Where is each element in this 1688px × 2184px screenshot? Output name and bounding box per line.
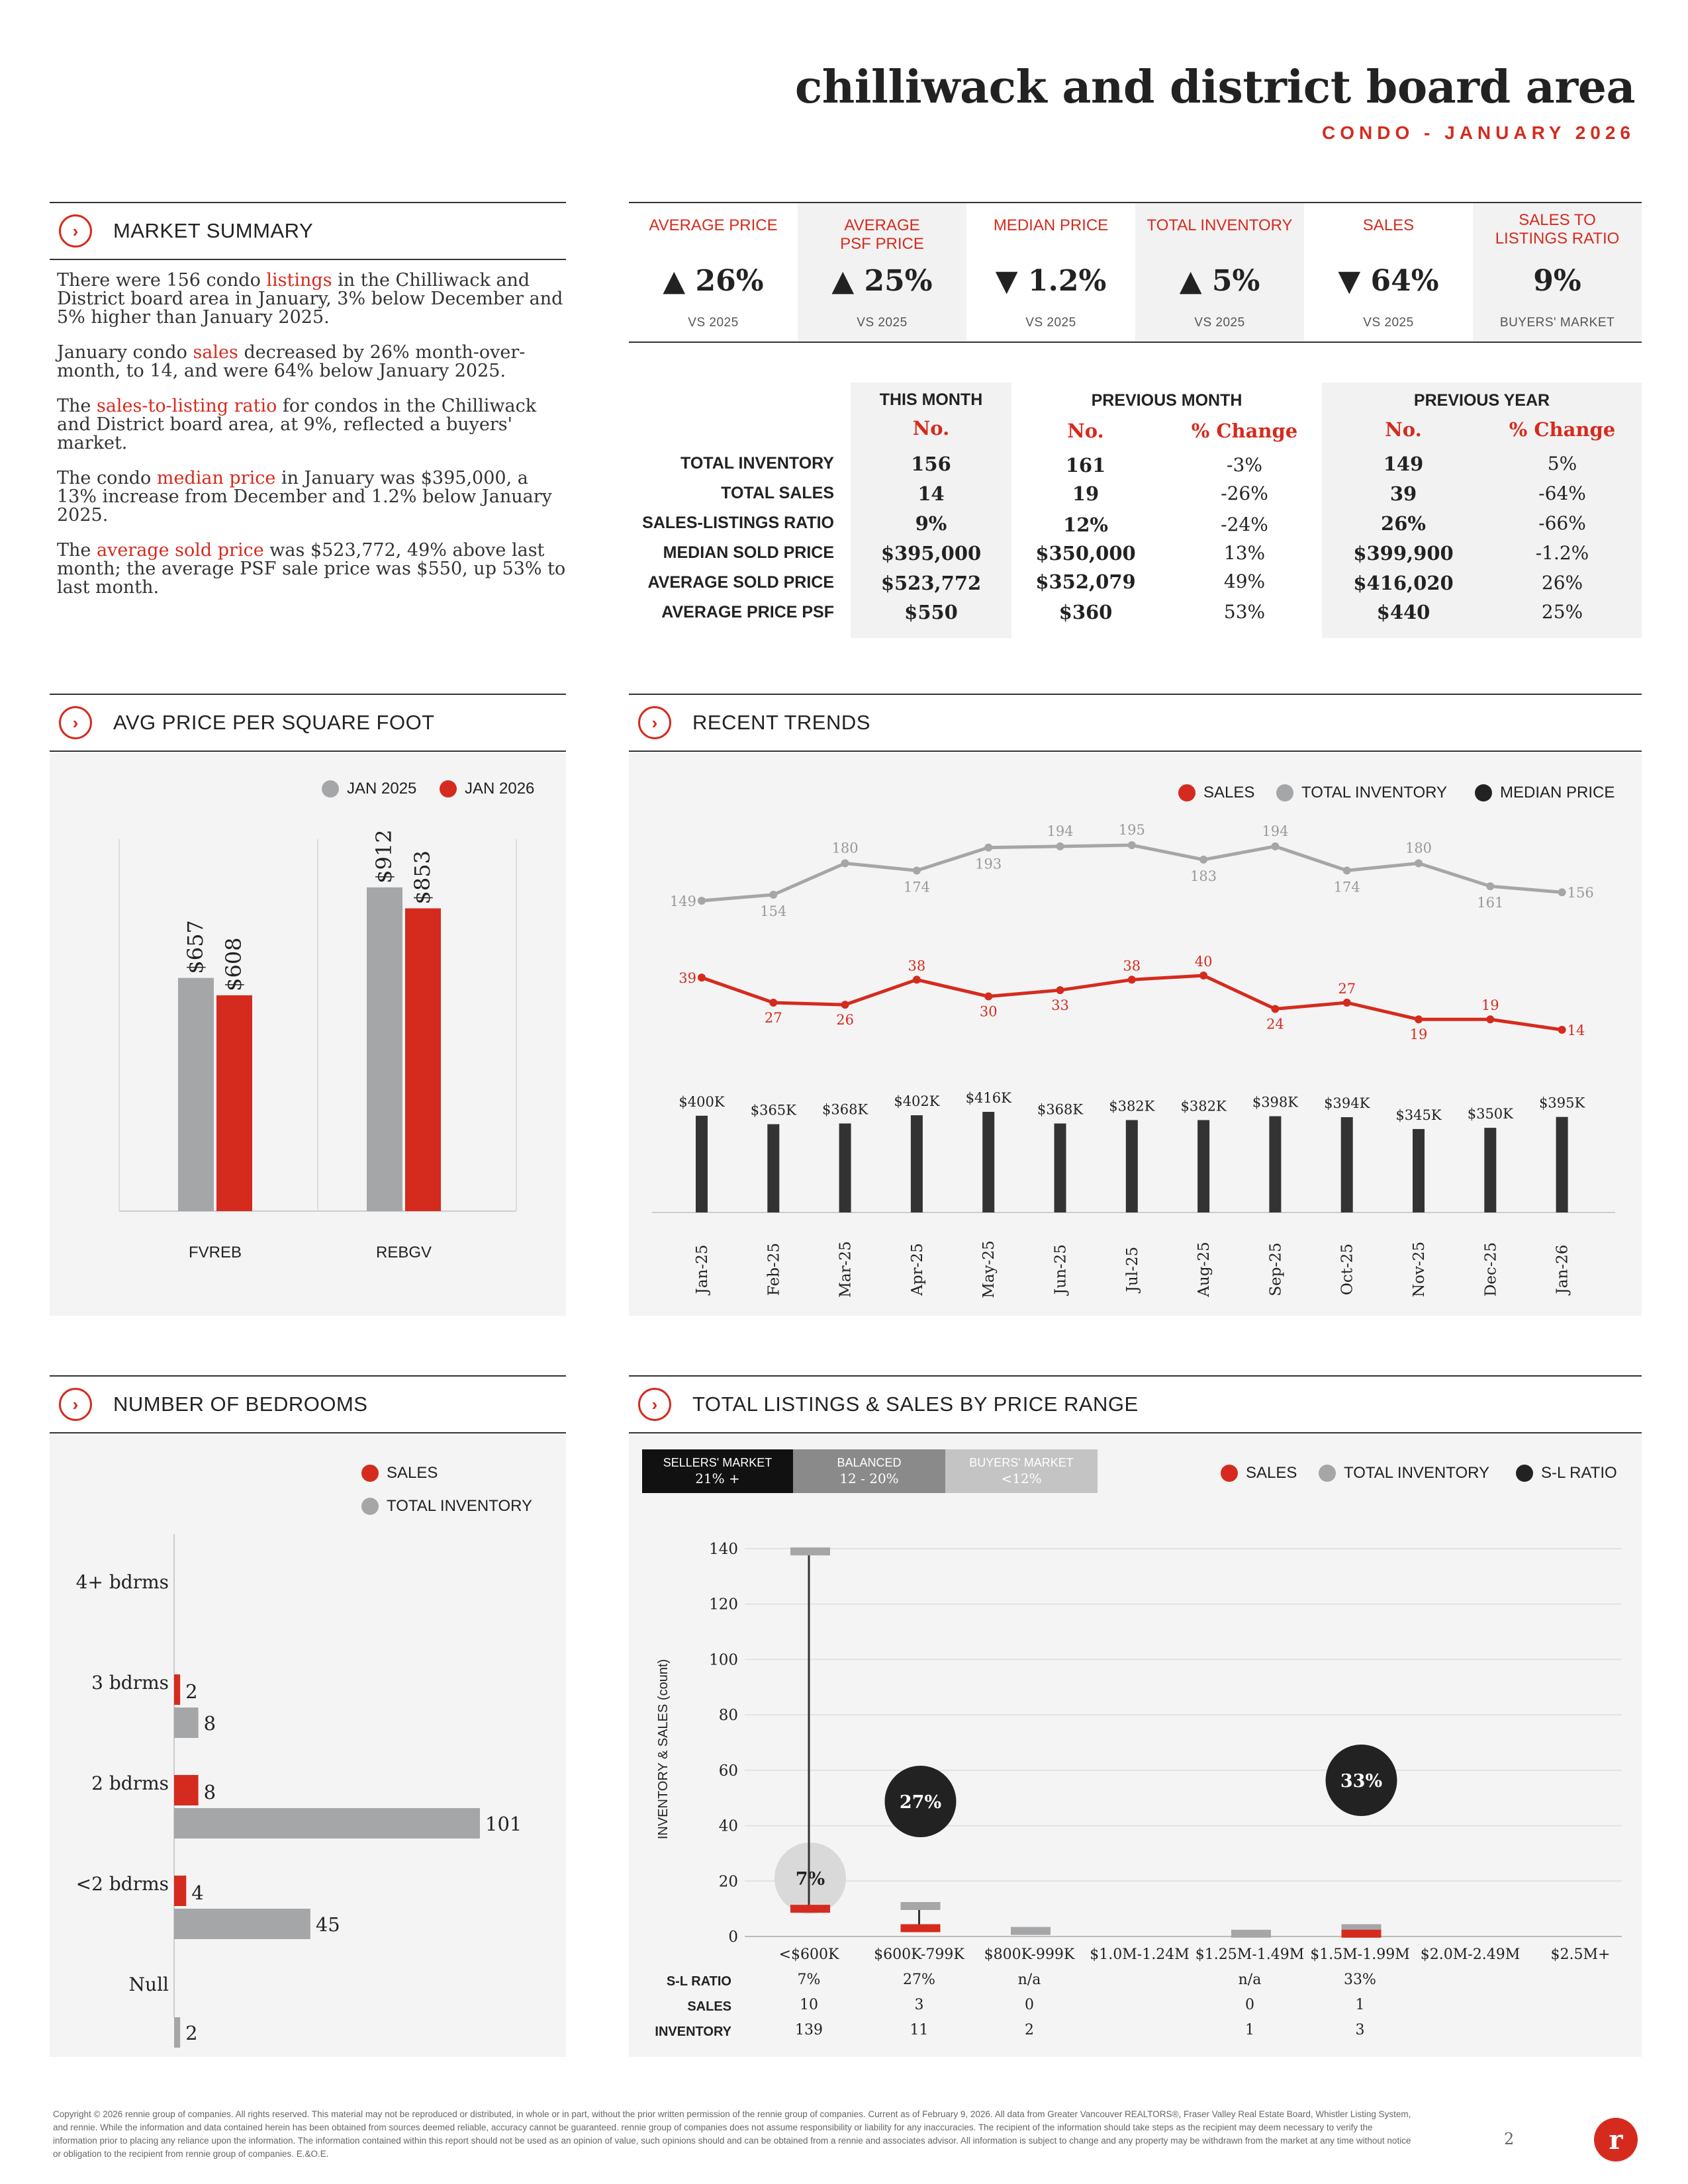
table-cell: $416,020 <box>1353 572 1454 594</box>
median-price-bar <box>1055 1124 1066 1212</box>
sl-ratio-value: n/a <box>1017 1972 1041 1988</box>
inventory-point <box>1558 888 1566 896</box>
sl-ratio-value: 7% <box>797 1972 821 1988</box>
inventory-label: 101 <box>485 1813 522 1835</box>
bedrooms-legend-inventory: TOTAL INVENTORY <box>361 1497 532 1516</box>
table-cell: 149 <box>1383 453 1424 475</box>
table-cell: $523,772 <box>880 572 982 594</box>
market-summary-header <box>50 202 566 260</box>
price-range-section-header <box>629 1375 1642 1433</box>
y-axis-label: INVENTORY & SALES (count) <box>656 1659 671 1840</box>
row-label: INVENTORY <box>655 2025 731 2039</box>
sales-bar <box>174 1775 199 1805</box>
y-tick-label: <2 bdrms <box>75 1873 169 1895</box>
chevron-right-icon: › <box>638 706 671 739</box>
sales-point <box>1271 1005 1279 1013</box>
table-cell: -64% <box>1538 482 1586 504</box>
inventory-label: 156 <box>1567 885 1594 901</box>
inventory-point <box>698 897 706 905</box>
sales-link[interactable]: sales <box>193 342 238 363</box>
sales-marker <box>790 1905 830 1913</box>
row-label: TOTAL INVENTORY <box>680 454 834 473</box>
sales-label: 8 <box>203 1781 216 1803</box>
table-cell: 39 <box>1389 482 1417 505</box>
chevron-right-icon: › <box>59 214 92 248</box>
x-tick-label: Jan-25 <box>694 1244 711 1295</box>
inventory-marker <box>1231 1930 1271 1938</box>
psf-section-title: AVG PRICE PER SQUARE FOOT <box>113 711 435 734</box>
inventory-label: 2 <box>185 2022 198 2044</box>
table-cell: 161 <box>1065 454 1106 477</box>
bedrooms-section-header <box>50 1375 566 1433</box>
row-label: S-L RATIO <box>666 1974 731 1989</box>
bar <box>405 908 441 1211</box>
kpi-sales-to-listings-ratio: SALES TO LISTINGS RATIO 9% BUYERS' MARKET <box>1473 203 1642 341</box>
sub-change: % Change <box>1509 418 1616 441</box>
footer-disclaimer: Copyright © 2026 rennie group of companies. All rights reserved. This material may not be reproduced or distributed, in whole or in part, without the prior written permission of the rennie group of companies. Current as of February 9, 2026. All data from Greater Vancouver REALTORS®, Fraser Valley Real Estate Board, Whistler Listing System, and rennie. While the information and data contained herein has been obtained from sources deemed reliable, accuracy cannot be guaranteed. rennie group of companies does not assume responsibility or liability for any inaccuracies. The recipient of the information should take steps as the recipient may deem necessary to verify the information prior to placing any reliance upon the information. The information contained within this report should not be used as an opinion of value, such opinions should and can be obtained from a rennie and associates advisor. All information is subject to change and any property may be withdrawn from the market at any time without notice or obligation to the recipient from rennie group of companies. E.&O.E. <box>53 2109 1411 2159</box>
kpi-total-inventory: TOTAL INVENTORY ▲ 5% VS 2025 <box>1135 203 1304 341</box>
market-summary-text <box>57 271 567 614</box>
inventory-label: 193 <box>975 856 1002 872</box>
x-tick-label: Aug-25 <box>1196 1242 1213 1297</box>
x-tick-label: Mar-25 <box>837 1241 855 1298</box>
trends-section-header <box>629 694 1642 752</box>
y-tick-label: 120 <box>709 1596 738 1614</box>
inventory-point <box>1128 841 1136 849</box>
sellers-market-segment: SELLERS' MARKET 21% + <box>642 1449 793 1493</box>
inventory-label: 154 <box>760 903 787 919</box>
sl-ratio-value: 27% <box>903 1972 935 1988</box>
sales-marker <box>901 1924 941 1932</box>
median-price-link[interactable]: median price <box>156 468 276 488</box>
trends-section-title: RECENT TRENDS <box>692 711 870 734</box>
chevron-right-icon: › <box>59 1388 92 1421</box>
inventory-label: 174 <box>1333 879 1360 895</box>
inventory-label: 45 <box>315 1913 340 1936</box>
sl-ratio-bubble-label: 33% <box>1340 1771 1383 1792</box>
sales-label: 27 <box>764 1010 782 1026</box>
median-price-bar <box>767 1124 779 1212</box>
sales-point <box>698 974 706 981</box>
listings-link[interactable]: listings <box>266 270 332 291</box>
sales-label: 39 <box>679 970 696 987</box>
table-cell: $550 <box>904 601 958 623</box>
table-cell: $360 <box>1058 601 1113 623</box>
buyers-market-segment: BUYERS' MARKET <12% <box>945 1449 1098 1493</box>
median-price-label: $400K <box>679 1093 725 1110</box>
price-legend-sl-ratio: S-L RATIO <box>1516 1464 1617 1482</box>
sales-point <box>913 976 921 983</box>
median-price-bar <box>911 1115 923 1212</box>
chevron-right-icon: › <box>59 706 92 739</box>
sl-ratio-value: 33% <box>1344 1972 1376 1988</box>
sales-label: 26 <box>836 1012 854 1028</box>
sales-point <box>1415 1015 1423 1023</box>
price-legend-inventory: TOTAL INVENTORY <box>1319 1464 1489 1482</box>
balanced-market-segment: BALANCED 12 - 20% <box>793 1449 945 1493</box>
sub-no: No. <box>1067 420 1104 442</box>
kpi-strip <box>629 202 1642 343</box>
inventory-point <box>984 844 992 852</box>
inventory-point <box>1199 856 1207 864</box>
psf-section-header <box>50 694 566 752</box>
data-label: $853 <box>410 850 435 905</box>
sales-label: 19 <box>1481 997 1499 1014</box>
inventory-point <box>1343 866 1351 874</box>
sales-bar <box>174 1674 180 1705</box>
summary-paragraph: The condo median price in January was $395,000, a 13% increase from December and 1.2% below January 2025. <box>57 468 552 525</box>
median-price-bar <box>696 1116 708 1212</box>
price-range-section-title: TOTAL LISTINGS & SALES BY PRICE RANGE <box>692 1392 1139 1416</box>
inventory-point <box>1415 859 1423 867</box>
y-tick-label: 140 <box>709 1541 738 1558</box>
row-label: MEDIAN SOLD PRICE <box>663 543 834 562</box>
y-tick-label: 2 bdrms <box>91 1772 169 1794</box>
bedrooms-chart <box>50 1435 566 2057</box>
sales-bar <box>174 1876 186 1906</box>
sales-label: 24 <box>1266 1016 1284 1032</box>
x-tick-label: Feb-25 <box>765 1242 783 1297</box>
inventory-value: 1 <box>1245 2022 1254 2038</box>
bar <box>367 887 402 1211</box>
kpi-sales: SALES ▼ 64% VS 2025 <box>1338 216 1439 330</box>
median-price-bar <box>982 1112 994 1212</box>
x-tick-label: Apr-25 <box>908 1243 926 1296</box>
inventory-bar <box>174 1909 310 1939</box>
inventory-marker <box>1011 1927 1051 1935</box>
inventory-point <box>841 859 849 867</box>
bedrooms-legend-sales: SALES <box>361 1464 438 1482</box>
median-price-label: $395K <box>1539 1095 1585 1111</box>
inventory-value: 11 <box>910 2022 929 2038</box>
x-tick-label: Dec-25 <box>1482 1242 1500 1297</box>
data-label: $912 <box>371 829 397 884</box>
sales-point <box>769 999 777 1007</box>
sales-value: 10 <box>800 1997 818 2013</box>
sales-point <box>1343 999 1351 1007</box>
table-cell: -1.2% <box>1535 542 1589 564</box>
inventory-point <box>913 866 921 874</box>
median-price-bar <box>1269 1116 1281 1212</box>
inventory-bar <box>174 1808 480 1839</box>
sales-point <box>1199 972 1207 979</box>
header-previous-month: PREVIOUS MONTH <box>1091 391 1243 410</box>
inventory-value: 139 <box>795 2022 823 2038</box>
table-cell: 53% <box>1223 601 1266 623</box>
x-tick-label: $800K-999K <box>984 1946 1075 1963</box>
sales-label: 38 <box>908 958 926 974</box>
chevron-right-icon: › <box>638 1388 671 1421</box>
inventory-marker <box>901 1902 941 1910</box>
sales-label: 33 <box>1051 997 1069 1014</box>
table-cell: -24% <box>1221 514 1268 535</box>
sales-label: 38 <box>1123 958 1141 974</box>
y-tick-label: 4+ bdrms <box>75 1571 169 1593</box>
sl-ratio-bubble-label: 27% <box>899 1792 942 1813</box>
sl-ratio-bubble-label: 7% <box>795 1869 825 1889</box>
sales-point <box>1558 1026 1566 1034</box>
market-summary-title: MARKET SUMMARY <box>113 219 314 242</box>
sub-no: No. <box>1385 418 1422 441</box>
median-price-label: $368K <box>822 1101 868 1118</box>
y-tick-label: 3 bdrms <box>91 1672 169 1694</box>
summary-paragraph: There were 156 condo listings in the Chilliwack and District board area in January, 3% below December and 5% higher than January 2025. <box>57 270 563 328</box>
sales-to-listing-ratio-link[interactable]: sales-to-listing ratio <box>96 396 277 416</box>
inventory-bar <box>174 2017 180 2048</box>
x-tick-label: $1.0M-1.24M <box>1090 1946 1190 1963</box>
x-tick-label: Oct-25 <box>1338 1243 1356 1296</box>
sales-label: 4 <box>191 1882 204 1904</box>
header-previous-year: PREVIOUS YEAR <box>1413 391 1550 410</box>
row-label: SALES-LISTINGS RATIO <box>642 514 834 532</box>
median-price-bar <box>839 1124 851 1212</box>
psf-legend-2025: JAN 2025 <box>322 780 416 798</box>
table-cell: 9% <box>915 512 947 535</box>
median-price-label: $416K <box>965 1090 1011 1106</box>
median-price-bar <box>1197 1120 1209 1212</box>
inventory-label: 174 <box>903 879 930 895</box>
data-label: $608 <box>221 937 246 991</box>
x-tick-label: FVREB <box>188 1244 242 1261</box>
table-cell: -66% <box>1538 512 1586 534</box>
table-cell: -3% <box>1227 454 1262 476</box>
inventory-marker <box>790 1547 830 1555</box>
data-label: $657 <box>183 920 208 974</box>
table-cell: $350,000 <box>1035 542 1136 565</box>
y-tick-label: 80 <box>718 1707 738 1725</box>
page-subtitle: CONDO - JANUARY 2026 <box>1322 122 1635 143</box>
page-number: 2 <box>1504 2130 1515 2148</box>
table-cell: 12% <box>1063 514 1108 536</box>
table-cell: -26% <box>1221 482 1268 504</box>
median-price-bar <box>1413 1129 1425 1212</box>
median-price-label: $368K <box>1037 1101 1084 1118</box>
sl-ratio-value: n/a <box>1238 1972 1262 1988</box>
bar <box>216 995 252 1211</box>
table-cell: $352,079 <box>1035 570 1136 593</box>
x-tick-label: Jul-25 <box>1123 1246 1141 1293</box>
median-price-bar <box>1341 1117 1353 1212</box>
x-tick-label: Sep-25 <box>1267 1242 1285 1297</box>
x-tick-label: $1.5M-1.99M <box>1310 1946 1410 1963</box>
x-tick-label: Jan-26 <box>1554 1244 1571 1295</box>
median-price-label: $382K <box>1180 1098 1227 1115</box>
median-price-bar <box>1484 1128 1496 1212</box>
table-cell: 19 <box>1072 482 1100 505</box>
row-label: AVERAGE PRICE PSF <box>661 603 834 621</box>
x-tick-label: $1.25M-1.49M <box>1195 1946 1305 1963</box>
trends-legend-inventory: TOTAL INVENTORY <box>1276 784 1447 802</box>
y-tick-label: Null <box>128 1974 169 1995</box>
kpi-median-price: MEDIAN PRICE ▼ 1.2% VS 2025 <box>993 216 1109 330</box>
sales-point <box>841 1001 849 1009</box>
inventory-line <box>702 845 1562 901</box>
y-tick-label: 100 <box>709 1651 738 1669</box>
row-label: AVERAGE SOLD PRICE <box>647 573 834 592</box>
median-price-label: $394K <box>1324 1095 1370 1112</box>
sub-change: % Change <box>1191 420 1298 442</box>
table-cell: $395,000 <box>880 542 982 565</box>
x-tick-label: Jun-25 <box>1052 1244 1070 1295</box>
inventory-label: 180 <box>831 840 859 856</box>
kpi-average-psf-price: AVERAGE PSF PRICE ▲ 25% VS 2025 <box>798 203 966 341</box>
sales-label: 30 <box>979 1003 998 1020</box>
inventory-value: 3 <box>1355 2022 1365 2038</box>
table-cell: 13% <box>1223 542 1266 564</box>
x-tick-label: $2.5M+ <box>1550 1946 1611 1963</box>
inventory-label: 194 <box>1047 823 1074 839</box>
header-this-month: THIS MONTH <box>879 390 983 409</box>
trends-legend-sales: SALES <box>1178 784 1254 802</box>
average-sold-price-link[interactable]: average sold price <box>96 540 264 561</box>
inventory-value: 2 <box>1025 2022 1034 2038</box>
median-price-label: $345K <box>1395 1107 1442 1123</box>
kpi-average-price: AVERAGE PRICE ▲ 26% VS 2025 <box>649 216 778 330</box>
table-cell: 5% <box>1547 453 1577 475</box>
inventory-label: 161 <box>1477 895 1504 911</box>
summary-paragraph: The average sold price was $523,772, 49% above last month; the average PSF sale price was $550, up 53% to last month. <box>57 540 566 598</box>
psf-legend-2026: JAN 2026 <box>440 780 534 798</box>
sales-marker <box>1342 1930 1382 1938</box>
bar <box>178 978 214 1211</box>
page-title: chilliwack and district board area <box>794 61 1635 114</box>
x-tick-label: May-25 <box>980 1240 998 1298</box>
table-cell: 156 <box>911 453 951 475</box>
inventory-point <box>1056 842 1064 850</box>
inventory-point <box>769 891 777 899</box>
inventory-label: 149 <box>669 893 696 909</box>
y-tick-label: 20 <box>718 1873 738 1891</box>
table-cell: 26% <box>1541 572 1583 594</box>
inventory-point <box>1271 842 1279 850</box>
inventory-label: 194 <box>1262 823 1289 839</box>
trends-chart <box>629 753 1642 1316</box>
y-tick-label: 0 <box>728 1929 738 1946</box>
sales-label: 19 <box>1409 1026 1428 1043</box>
inventory-label: 180 <box>1405 840 1432 856</box>
sub-no: No. <box>912 417 950 439</box>
bedrooms-section-title: NUMBER OF BEDROOMS <box>113 1392 368 1416</box>
table-cell: $440 <box>1376 601 1430 623</box>
sales-label: 14 <box>1567 1023 1585 1038</box>
table-cell: 25% <box>1541 601 1583 623</box>
x-tick-label: <$600K <box>778 1946 839 1963</box>
median-price-label: $398K <box>1252 1094 1298 1111</box>
y-tick-label: 40 <box>718 1817 738 1835</box>
median-price-label: $365K <box>750 1102 796 1118</box>
psf-chart <box>50 753 566 1316</box>
row-label: SALES <box>687 1999 731 2014</box>
median-price-label: $350K <box>1467 1106 1513 1122</box>
inventory-label: 183 <box>1190 868 1217 884</box>
inventory-label: 195 <box>1118 822 1145 838</box>
y-tick-label: 60 <box>718 1762 738 1780</box>
sales-label: 2 <box>185 1680 198 1703</box>
sales-value: 0 <box>1245 1997 1254 2013</box>
table-cell: 49% <box>1223 570 1266 592</box>
rennie-logo: r <box>1594 2118 1638 2161</box>
inventory-point <box>1486 882 1494 890</box>
inventory-label: 8 <box>203 1712 216 1735</box>
sales-value: 3 <box>914 1997 924 2013</box>
sales-point <box>1128 976 1136 983</box>
x-tick-label: REBGV <box>375 1244 432 1261</box>
summary-paragraph: The sales-to-listing ratio for condos in the Chilliwack and District board area, at 9%, reflected a buyers' market. <box>57 396 537 453</box>
sales-label: 40 <box>1194 954 1213 970</box>
row-label: TOTAL SALES <box>721 484 834 502</box>
sales-value: 1 <box>1355 1997 1365 2013</box>
median-price-label: $402K <box>894 1093 940 1110</box>
trends-legend-median: MEDIAN PRICE <box>1475 784 1615 802</box>
sales-point <box>1056 986 1064 994</box>
sales-label: 27 <box>1338 981 1356 997</box>
inventory-bar <box>174 1707 199 1738</box>
table-cell: $399,900 <box>1353 542 1454 565</box>
median-price-bar <box>1556 1117 1568 1212</box>
x-tick-label: Nov-25 <box>1411 1241 1428 1298</box>
x-tick-label: $2.0M-2.49M <box>1420 1946 1521 1963</box>
sales-point <box>1486 1015 1494 1023</box>
price-range-chart <box>629 1435 1642 2057</box>
table-cell: 26% <box>1381 512 1426 535</box>
summary-paragraph: January condo sales decreased by 26% month-over-month, to 14, and were 64% below January 2025. <box>57 342 526 381</box>
price-legend-sales: SALES <box>1221 1464 1297 1482</box>
table-cell: 14 <box>917 482 945 505</box>
x-tick-label: $600K-799K <box>874 1946 964 1963</box>
sales-point <box>984 993 992 1001</box>
median-price-bar <box>1126 1120 1138 1212</box>
median-price-label: $382K <box>1109 1098 1155 1115</box>
sales-value: 0 <box>1025 1997 1034 2013</box>
